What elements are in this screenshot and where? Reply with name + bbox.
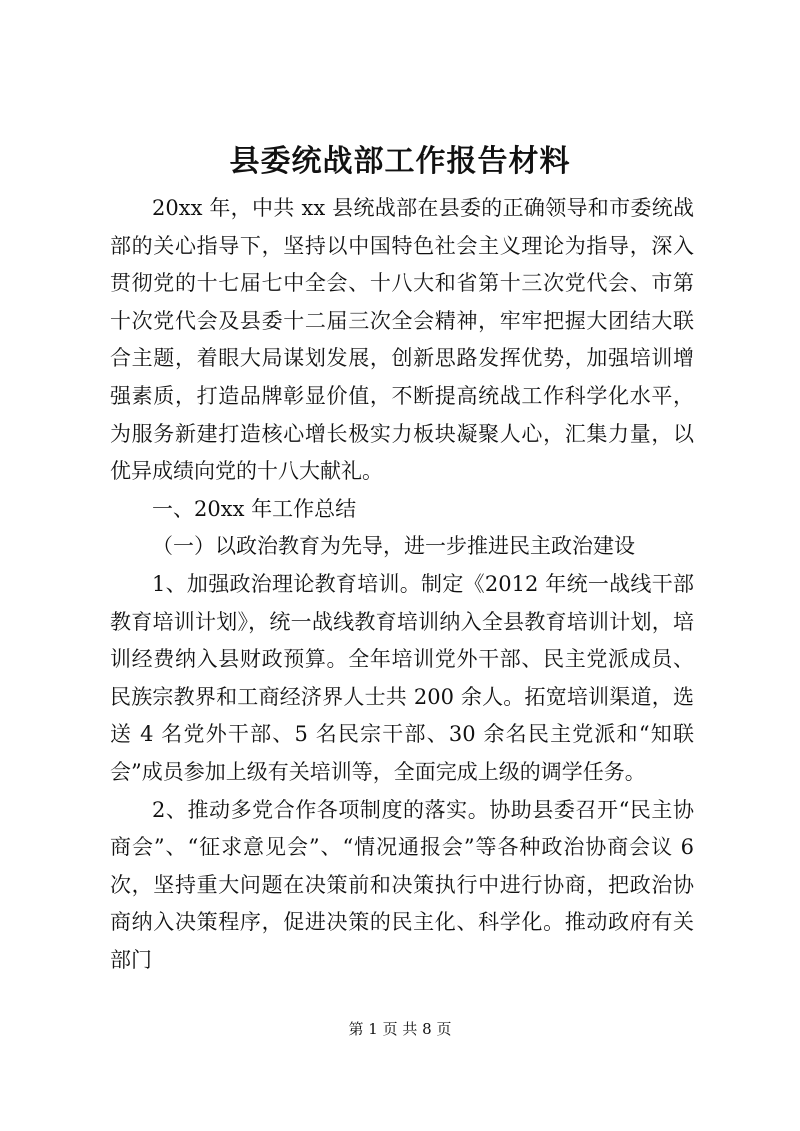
list-item: 1、加强政治理论教育培训。制定《2012 年统一战线干部教育培训计划》，统一战线教育培训纳入全县教育培训计划，培训经费纳入县财政预算。全年培训党外干部、民主党派成员、民族宗教界和工商经济界人士共 200 余人。拓宽培训渠道，选送 4 名党外干部、5 名民宗干部、30 余名民主党派和“知联会”成员参加上级有关培训等，全面完成上级的调学任务。	[110, 571, 694, 784]
document-title: 县委统战部工作报告材料	[229, 144, 571, 179]
page-number-footer: 第 1 页 共 8 页	[348, 1020, 452, 1038]
subsection-heading: （一）以政治教育为先导，进一步推进民主政治建设	[152, 534, 635, 559]
list-item: 2、推动多党合作各项制度的落实。协助县委召开“民主协商会”、“征求意见会”、“情况通报会”等各种政治协商会议 6次，坚持重大问题在决策前和决策执行中进行协商，把政治协商纳入决策程序，促进决策的民主化、科学化。推动政府有关部门	[110, 797, 694, 972]
intro-paragraph: 20xx 年，中共 xx 县统战部在县委的正确领导和市委统战部的关心指导下，坚持以中国特色社会主义理论为指导，深入贯彻党的十七届七中全会、十八大和省第十三次党代会、市第十次党代会及县委十二届三次全会精神，牢牢把握大团结大联合主题，着眼大局谋划发展，创新思路发挥优势，加强培训增强素质，打造品牌彰显价值，不断提高统战工作科学化水平，为服务新建打造核心增长极实力板块凝聚人心，汇集力量，以优异成绩向党的十八大献礼。	[110, 196, 694, 484]
section-heading: 一、20xx 年工作总结	[152, 496, 357, 521]
document-body	[110, 190, 694, 979]
